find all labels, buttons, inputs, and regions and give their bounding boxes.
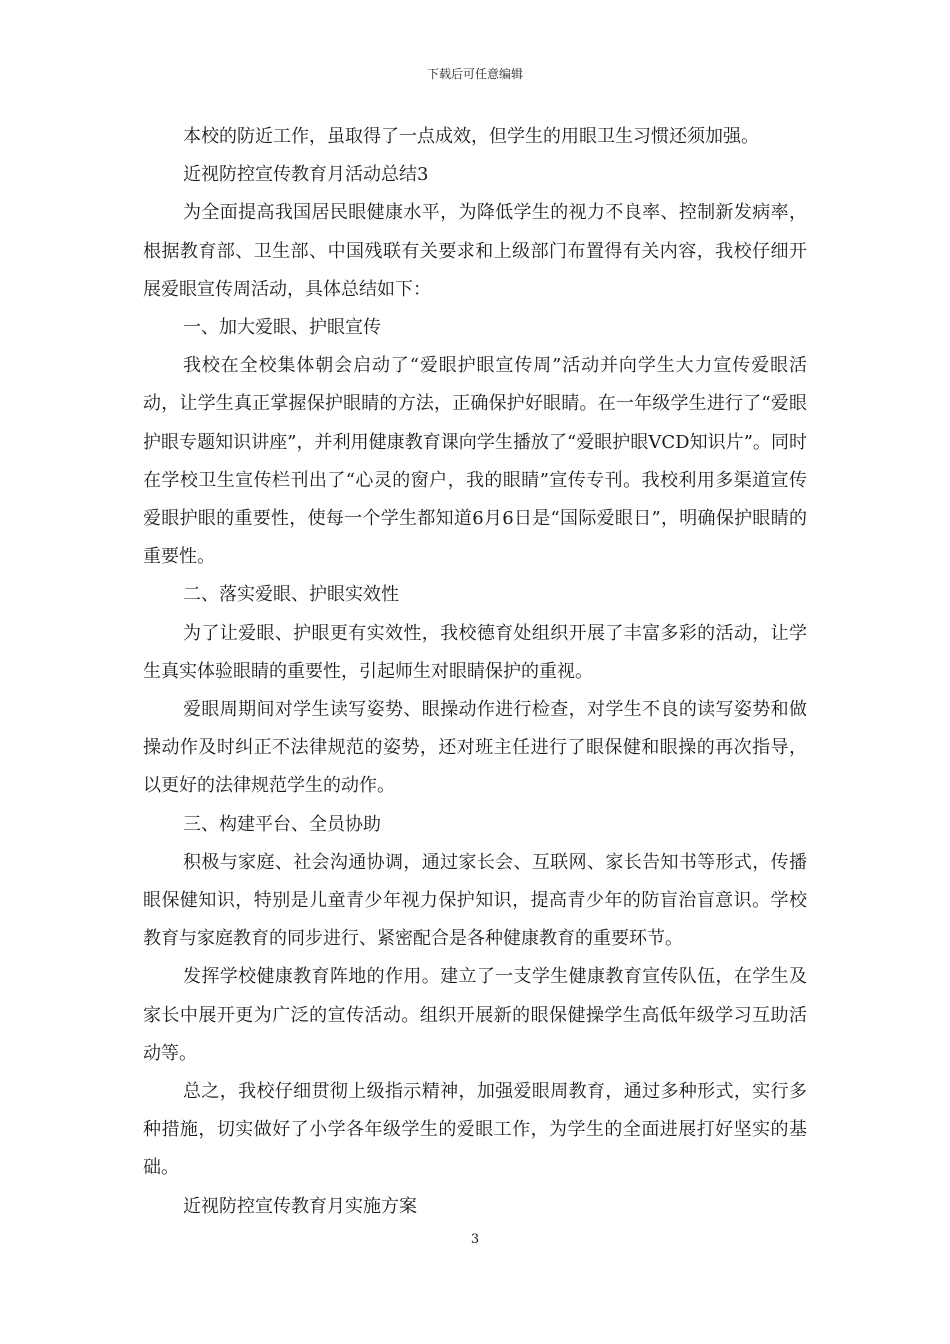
paragraph-conclusion: 总之，我校仔细贯彻上级指示精神，加强爱眼周教育，通过多种形式，实行多种措施，切实做好了小学各年级学生的爱眼工作，为学生的全面进展打好坚实的基础。 bbox=[143, 1081, 807, 1179]
paragraph-intro: 本校的防近工作，虽取得了一点成效，但学生的用眼卫生习惯还须加强。 bbox=[183, 126, 759, 147]
heading-2: 二、落实爱眼、护眼实效性 bbox=[183, 584, 399, 606]
section-title: 近视防控宣传教育月活动总结3 bbox=[183, 164, 429, 186]
next-section-title: 近视防控宣传教育月实施方案 bbox=[183, 1195, 417, 1217]
heading-1: 一、加大爱眼、护眼宣传 bbox=[183, 317, 381, 339]
paragraph: 我校在全校集体朝会启动了“爱眼护眼宣传周”活动并向学生大力宣传爱眼活动，让学生真正掌握保护眼睛的方法，正确保护好眼睛。在一年级学生进行了“爱眼护眼专题知识讲座”，并利用健康教育课向学生播放了“爱眼护眼VCD知识片”。同时在学校卫生宣传栏刊出了“心灵的窗户，我的眼睛”宣传专刊。我校利用多渠道宣传爱眼护眼的重要性，使每一个学生都知道6月6日是“国际爱眼日”，明确保护眼睛的重要性。 bbox=[143, 355, 807, 568]
paragraph: 为全面提高我国居民眼健康水平，为降低学生的视力不良率、控制新发病率，根据教育部、卫生部、中国残联有关要求和上级部门布置得有关内容，我校仔细开展爱眼宣传周活动，具体总结如下： bbox=[143, 202, 807, 300]
paragraph: 积极与家庭、社会沟通协调，通过家长会、互联网、家长告知书等形式，传播眼保健知识，特别是儿童青少年视力保护知识，提高青少年的防盲治盲意识。学校教育与家庭教育的同步进行、紧密配合是各种健康教育的重要环节。 bbox=[143, 851, 807, 950]
paragraph: 爱眼周期间对学生读写姿势、眼操动作进行检查，对学生不良的读写姿势和做操动作及时纠正不法律规范的姿势，还对班主任进行了眼保健和眼操的再次指导，以更好的法律规范学生的动作。 bbox=[143, 699, 807, 797]
document-body bbox=[143, 118, 807, 1226]
heading-3: 三、构建平台、全员协助 bbox=[183, 813, 381, 835]
paragraph: 发挥学校健康教育阵地的作用。建立了一支学生健康教育宣传队伍，在学生及家长中展开更为广泛的宣传活动。组织开展新的眼保健操学生高低年级学习互助活动等。 bbox=[143, 966, 807, 1064]
page-header: 下载后可任意编辑 bbox=[426, 67, 523, 81]
paragraph: 为了让爱眼、护眼更有实效性，我校德育处组织开展了丰富多彩的活动，让学生真实体验眼睛的重要性，引起师生对眼睛保护的重视。 bbox=[143, 622, 807, 682]
page-number: 3 bbox=[470, 1232, 480, 1247]
